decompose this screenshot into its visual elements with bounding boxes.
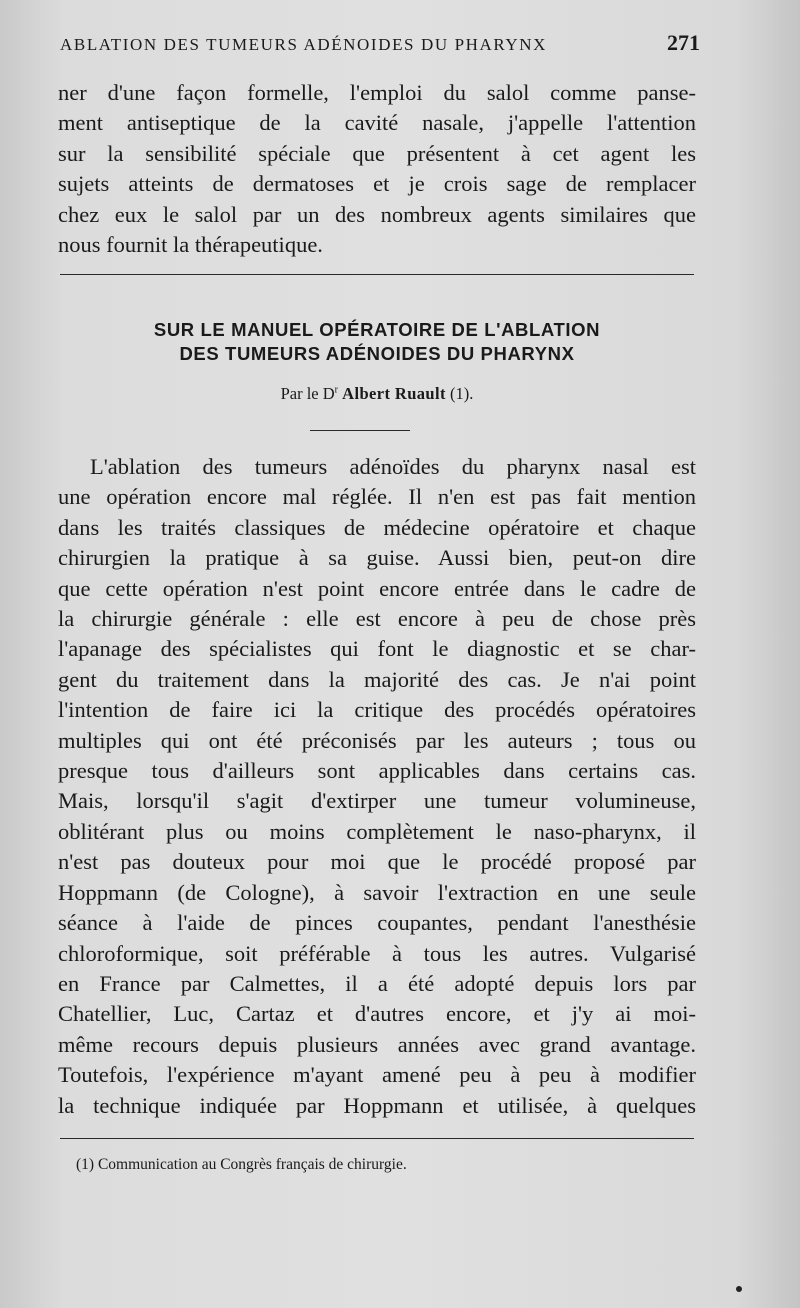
- text-line: la technique indiquée par Hoppmann et utilisée, à quelques: [58, 1092, 696, 1118]
- text-line: nous fournit la thérapeutique.: [58, 232, 323, 258]
- byline: [60, 384, 694, 404]
- text-line: dans les traités classiques de médecine opératoire et chaque: [58, 514, 696, 540]
- text-line: Chatellier, Luc, Cartaz et d'autres encore, et j'y ai moi-: [58, 1001, 696, 1027]
- byline-prefix: Par le D: [280, 384, 335, 403]
- text-line: gent du traitement dans la majorité des cas. Je n'ai point: [58, 666, 696, 692]
- article-title-line: SUR LE MANUEL OPÉRATOIRE DE L'ABLATION: [153, 319, 601, 340]
- text-line: ment antiseptique de la cavité nasale, j'appelle l'attention: [58, 110, 696, 136]
- footnote-ref: (1).: [450, 384, 474, 403]
- byline-sup: r: [334, 384, 339, 396]
- text-line: que cette opération n'est point encore entrée dans le cadre de: [58, 575, 696, 601]
- ink-speck: [736, 1286, 742, 1292]
- text-line: en France par Calmettes, il a été adopté depuis lors par: [58, 970, 696, 996]
- text-line: L'ablation des tumeurs adénoïdes du pharynx nasal est: [90, 454, 696, 479]
- author-name: Albert Ruault: [342, 384, 446, 403]
- text-line: Hoppmann (de Cologne), à savoir l'extraction en une seule: [58, 879, 696, 905]
- text-line: multiples qui ont été préconisés par les auteurs ; tous ou: [58, 727, 696, 753]
- running-head: [60, 30, 700, 56]
- running-head-title: ABLATION DES TUMEURS ADÉNOIDES DU PHARYNX: [60, 35, 548, 54]
- carryover-paragraph: [58, 78, 696, 260]
- text-line: même recours depuis plusieurs années avec grand avantage.: [58, 1031, 696, 1057]
- footnote: (1) Communication au Congrès français de chirurgie.: [76, 1156, 407, 1173]
- text-line: séance à l'aide de pinces coupantes, pendant l'anesthésie: [58, 910, 696, 936]
- text-line: Toutefois, l'expérience m'ayant amené peu à peu à modifier: [58, 1062, 696, 1088]
- text-line: presque tous d'ailleurs sont applicables dans certains cas.: [58, 758, 696, 784]
- text-line: la chirurgie générale : elle est encore à peu de chose près: [58, 606, 696, 632]
- text-line: Mais, lorsqu'il s'agit d'extirper une tumeur volumineuse,: [58, 788, 696, 814]
- text-line: chloroformique, soit préférable à tous les autres. Vulgarisé: [58, 940, 696, 966]
- title-divider: [310, 430, 410, 431]
- article-title: [60, 318, 694, 366]
- page-number: 271: [667, 30, 700, 55]
- text-line: oblitérant plus ou moins complètement le naso-pharynx, il: [58, 818, 696, 844]
- text-line: n'est pas douteux pour moi que le procédé proposé par: [58, 849, 696, 875]
- text-line: sur la sensibilité spéciale que présentent à cet agent les: [58, 140, 696, 166]
- section-divider: [60, 274, 694, 275]
- article-title-line: DES TUMEURS ADÉNOIDES DU PHARYNX: [179, 343, 575, 364]
- text-line: chez eux le salol par un des nombreux agents similaires que: [58, 201, 696, 227]
- text-line: l'apanage des spécialistes qui font le diagnostic et se char-: [58, 636, 696, 662]
- text-line: l'intention de faire ici la critique des procédés opératoires: [58, 697, 696, 723]
- text-line: chirurgien la pratique à sa guise. Aussi bien, peut-on dire: [58, 545, 696, 571]
- text-line: sujets atteints de dermatoses et je crois sage de remplacer: [58, 171, 696, 197]
- footnote-divider: [60, 1138, 694, 1139]
- body-paragraph: [58, 452, 696, 1121]
- text-line: une opération encore mal réglée. Il n'en est pas fait mention: [58, 484, 696, 510]
- text-line: ner d'une façon formelle, l'emploi du salol comme panse-: [58, 80, 696, 105]
